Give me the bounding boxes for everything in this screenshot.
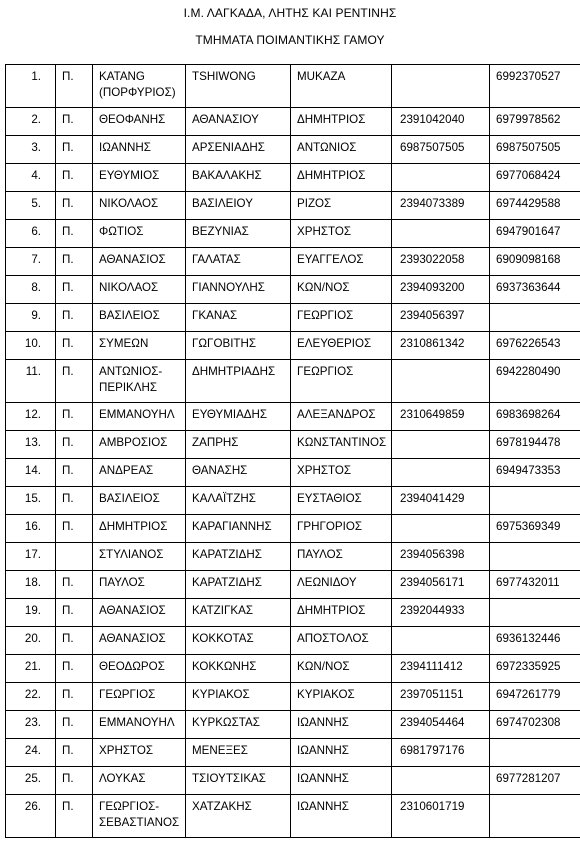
table-row — [6, 108, 580, 136]
first-name-cell: KATANG (ΠΟΡΦΥΡΙΟΣ) — [93, 65, 186, 108]
father-name-cell: ΓΡΗΓΟΡΙΟΣ — [291, 515, 392, 543]
row-number-cell: 24. — [6, 739, 56, 767]
mobile-number-cell — [490, 543, 580, 571]
last-name-cell: ΚΑΡΑΤΖΙΔΗΣ — [186, 543, 291, 571]
phone-number-cell: 2394073389 — [392, 192, 490, 220]
last-name-cell: ΔΗΜΗΤΡΙΑΔΗΣ — [186, 360, 291, 403]
row-number-cell: 8. — [6, 276, 56, 304]
phone-number-cell: 2392044933 — [392, 599, 490, 627]
mobile-number-cell: 6979978562 — [490, 108, 580, 136]
mobile-number-cell: 6974702308 — [490, 711, 580, 739]
table-row — [6, 683, 580, 711]
row-title-cell: Π. — [56, 360, 93, 403]
first-name-cell: ΝΙΚΟΛΑΟΣ — [93, 192, 186, 220]
row-title-cell: Π. — [56, 487, 93, 515]
first-name-cell: ΝΙΚΟΛΑΟΣ — [93, 276, 186, 304]
last-name-cell: ΚΟΚΚΩΝΗΣ — [186, 655, 291, 683]
table-row — [6, 136, 580, 164]
last-name-cell: TSHIWONG — [186, 65, 291, 108]
first-name-cell: ΓΕΩΡΓΙΟΣ-ΣΕΒΑΣΤΙΑΝΟΣ — [93, 795, 186, 838]
table-row — [6, 431, 580, 459]
mobile-number-cell — [490, 795, 580, 838]
mobile-number-cell: 6942280490 — [490, 360, 580, 403]
mobile-number-cell: 6947901647 — [490, 220, 580, 248]
row-number-cell: 21. — [6, 655, 56, 683]
phone-number-cell — [392, 360, 490, 403]
first-name-cell: ΔΗΜΗΤΡΙΟΣ — [93, 515, 186, 543]
father-name-cell: ΚΩΝ/ΝΟΣ — [291, 276, 392, 304]
table-row — [6, 599, 580, 627]
row-number-cell: 5. — [6, 192, 56, 220]
last-name-cell: ΓΚΑΝΑΣ — [186, 304, 291, 332]
table-row — [6, 627, 580, 655]
table-row — [6, 192, 580, 220]
row-title-cell: Π. — [56, 711, 93, 739]
last-name-cell: ΓΩΓΟΒΙΤΗΣ — [186, 332, 291, 360]
mobile-number-cell — [490, 599, 580, 627]
row-number-cell: 13. — [6, 431, 56, 459]
father-name-cell: ΧΡΗΣΤΟΣ — [291, 459, 392, 487]
first-name-cell: ΑΜΒΡΟΣΙΟΣ — [93, 431, 186, 459]
table-row — [6, 571, 580, 599]
row-title-cell: Π. — [56, 683, 93, 711]
phone-number-cell — [392, 65, 490, 108]
row-title-cell: Π. — [56, 332, 93, 360]
row-title-cell: Π. — [56, 655, 93, 683]
row-title-cell: Π. — [56, 403, 93, 431]
table-row — [6, 711, 580, 739]
father-name-cell: ΕΛΕΥΘΕΡΙΟΣ — [291, 332, 392, 360]
mobile-number-cell: 6977281207 — [490, 767, 580, 795]
row-number-cell: 12. — [6, 403, 56, 431]
table-row — [6, 767, 580, 795]
last-name-cell: ΚΥΡΚΩΣΤΑΣ — [186, 711, 291, 739]
phone-number-cell — [392, 431, 490, 459]
father-name-cell: MUKAZA — [291, 65, 392, 108]
row-title-cell: Π. — [56, 599, 93, 627]
mobile-number-cell: 6983698264 — [490, 403, 580, 431]
row-title-cell — [56, 543, 93, 571]
first-name-cell: ΣΤΥΛΙΑΝΟΣ — [93, 543, 186, 571]
mobile-number-cell: 6975369349 — [490, 515, 580, 543]
row-title-cell: Π. — [56, 431, 93, 459]
phone-number-cell — [392, 459, 490, 487]
phone-number-cell: 2394041429 — [392, 487, 490, 515]
father-name-cell: ΚΩΝΣΤΑΝΤΙΝΟΣ — [291, 431, 392, 459]
last-name-cell: ΚΑΤΖΙΓΚΑΣ — [186, 599, 291, 627]
mobile-number-cell: 6909098168 — [490, 248, 580, 276]
phone-number-cell: 2394056397 — [392, 304, 490, 332]
last-name-cell: ΧΑΤΖΑΚΗΣ — [186, 795, 291, 838]
row-title-cell: Π. — [56, 108, 93, 136]
mobile-number-cell: 6974429588 — [490, 192, 580, 220]
last-name-cell: ΕΥΘΥΜΙΑΔΗΣ — [186, 403, 291, 431]
mobile-number-cell: 6949473353 — [490, 459, 580, 487]
mobile-number-cell: 6976226543 — [490, 332, 580, 360]
first-name-cell: ΕΜΜΑΝΟΥΗΛ — [93, 403, 186, 431]
first-name-cell: ΑΘΑΝΑΣΙΟΣ — [93, 248, 186, 276]
phone-number-cell: 2310601719 — [392, 795, 490, 838]
father-name-cell: ΧΡΗΣΤΟΣ — [291, 220, 392, 248]
father-name-cell: ΑΛΕΞΑΝΔΡΟΣ — [291, 403, 392, 431]
father-name-cell: ΡΙΖΟΣ — [291, 192, 392, 220]
last-name-cell: ΘΑΝΑΣΗΣ — [186, 459, 291, 487]
row-number-cell: 26. — [6, 795, 56, 838]
row-number-cell: 1. — [6, 65, 56, 108]
row-number-cell: 11. — [6, 360, 56, 403]
table-row — [6, 795, 580, 838]
mobile-number-cell: 6987507505 — [490, 136, 580, 164]
row-title-cell: Π. — [56, 571, 93, 599]
row-title-cell: Π. — [56, 220, 93, 248]
last-name-cell: ΒΕΖΥΝΙΑΣ — [186, 220, 291, 248]
row-title-cell: Π. — [56, 767, 93, 795]
phone-number-cell: 2394093200 — [392, 276, 490, 304]
table-row — [6, 304, 580, 332]
row-title-cell: Π. — [56, 795, 93, 838]
father-name-cell: ΔΗΜΗΤΡΙΟΣ — [291, 164, 392, 192]
first-name-cell: ΙΩΑΝΝΗΣ — [93, 136, 186, 164]
row-title-cell: Π. — [56, 627, 93, 655]
row-number-cell: 17. — [6, 543, 56, 571]
row-number-cell: 15. — [6, 487, 56, 515]
phone-number-cell — [392, 767, 490, 795]
first-name-cell: ΑΘΑΝΑΣΙΟΣ — [93, 599, 186, 627]
row-number-cell: 19. — [6, 599, 56, 627]
phone-number-cell: 2394056398 — [392, 543, 490, 571]
first-name-cell: ΦΩΤΙΟΣ — [93, 220, 186, 248]
row-number-cell: 7. — [6, 248, 56, 276]
phone-number-cell: 2397051151 — [392, 683, 490, 711]
row-title-cell: Π. — [56, 515, 93, 543]
table-row — [6, 248, 580, 276]
row-title-cell: Π. — [56, 739, 93, 767]
first-name-cell: ΣΥΜΕΩΝ — [93, 332, 186, 360]
first-name-cell: ΘΕΟΦΑΝΗΣ — [93, 108, 186, 136]
first-name-cell: ΒΑΣΙΛΕΙΟΣ — [93, 304, 186, 332]
table-row — [6, 403, 580, 431]
table-row — [6, 459, 580, 487]
first-name-cell: ΕΜΜΑΝΟΥΗΛ — [93, 711, 186, 739]
mobile-number-cell: 6977432011 — [490, 571, 580, 599]
last-name-cell: ΚΑΛΑΪΤΖΗΣ — [186, 487, 291, 515]
first-name-cell: ΑΝΔΡΕΑΣ — [93, 459, 186, 487]
father-name-cell: ΑΝΤΩΝΙΟΣ — [291, 136, 392, 164]
row-number-cell: 14. — [6, 459, 56, 487]
row-number-cell: 9. — [6, 304, 56, 332]
first-name-cell: ΧΡΗΣΤΟΣ — [93, 739, 186, 767]
phone-number-cell — [392, 515, 490, 543]
mobile-number-cell: 6972335925 — [490, 655, 580, 683]
row-number-cell: 3. — [6, 136, 56, 164]
table-row — [6, 360, 580, 403]
last-name-cell: ΖΑΠΡΗΣ — [186, 431, 291, 459]
first-name-cell: ΒΑΣΙΛΕΙΟΣ — [93, 487, 186, 515]
phone-number-cell: 2394056171 — [392, 571, 490, 599]
father-name-cell: ΠΑΥΛΟΣ — [291, 543, 392, 571]
phone-number-cell — [392, 627, 490, 655]
father-name-cell: ΛΕΩΝΙΔΟΥ — [291, 571, 392, 599]
first-name-cell: ΠΑΥΛΟΣ — [93, 571, 186, 599]
mobile-number-cell — [490, 304, 580, 332]
table-body — [6, 65, 580, 838]
last-name-cell: ΚΥΡΙΑΚΟΣ — [186, 683, 291, 711]
mobile-number-cell — [490, 739, 580, 767]
phone-number-cell: 2391042040 — [392, 108, 490, 136]
row-title-cell: Π. — [56, 164, 93, 192]
last-name-cell: ΒΑΚΑΛΑΚΗΣ — [186, 164, 291, 192]
phone-number-cell — [392, 220, 490, 248]
father-name-cell: ΙΩΑΝΝΗΣ — [291, 795, 392, 838]
row-title-cell: Π. — [56, 136, 93, 164]
phone-number-cell: 2394111412 — [392, 655, 490, 683]
last-name-cell: ΚΑΡΑΤΖΙΔΗΣ — [186, 571, 291, 599]
first-name-cell: ΛΟΥΚΑΣ — [93, 767, 186, 795]
father-name-cell: ΑΠΟΣΤΟΛΟΣ — [291, 627, 392, 655]
phone-number-cell: 2310649859 — [392, 403, 490, 431]
mobile-number-cell: 6937363644 — [490, 276, 580, 304]
last-name-cell: ΤΣΙΟΥΤΣΙΚΑΣ — [186, 767, 291, 795]
row-title-cell: Π. — [56, 192, 93, 220]
table-row — [6, 515, 580, 543]
row-title-cell: Π. — [56, 65, 93, 108]
father-name-cell: ΓΕΩΡΓΙΟΣ — [291, 360, 392, 403]
clergy-table — [5, 64, 580, 838]
first-name-cell: ΑΝΤΩΝΙΟΣ-ΠΕΡΙΚΛΗΣ — [93, 360, 186, 403]
phone-number-cell: 2310861342 — [392, 332, 490, 360]
phone-number-cell: 6981797176 — [392, 739, 490, 767]
last-name-cell: ΒΑΣΙΛΕΙΟΥ — [186, 192, 291, 220]
row-title-cell: Π. — [56, 276, 93, 304]
row-number-cell: 2. — [6, 108, 56, 136]
first-name-cell: ΘΕΟΔΩΡΟΣ — [93, 655, 186, 683]
row-number-cell: 22. — [6, 683, 56, 711]
table-row — [6, 220, 580, 248]
father-name-cell: ΓΕΩΡΓΙΟΣ — [291, 304, 392, 332]
row-number-cell: 6. — [6, 220, 56, 248]
last-name-cell: ΑΘΑΝΑΣΙΟΥ — [186, 108, 291, 136]
row-title-cell: Π. — [56, 248, 93, 276]
row-number-cell: 23. — [6, 711, 56, 739]
phone-number-cell: 2393022058 — [392, 248, 490, 276]
mobile-number-cell — [490, 487, 580, 515]
father-name-cell: ΕΥΑΓΓΕΛΟΣ — [291, 248, 392, 276]
table-row — [6, 739, 580, 767]
father-name-cell: ΚΥΡΙΑΚΟΣ — [291, 683, 392, 711]
row-title-cell: Π. — [56, 459, 93, 487]
last-name-cell: ΓΙΑΝΝΟΥΛΗΣ — [186, 276, 291, 304]
last-name-cell: ΚΑΡΑΓΙΑΝΝΗΣ — [186, 515, 291, 543]
table-row — [6, 543, 580, 571]
father-name-cell: ΙΩΑΝΝΗΣ — [291, 739, 392, 767]
mobile-number-cell: 6936132446 — [490, 627, 580, 655]
last-name-cell: ΜΕΝΕΞΕΣ — [186, 739, 291, 767]
mobile-number-cell: 6947261779 — [490, 683, 580, 711]
document-title: Ι.Μ. ΛΑΓΚΑΔΑ, ΛΗΤΗΣ ΚΑΙ ΡΕΝΤΙΝΗΣ — [183, 6, 397, 20]
document-subtitle: ΤΜΗΜΑΤΑ ΠΟΙΜΑΝΤΙΚΗΣ ΓΑΜΟΥ — [195, 33, 385, 47]
table-row — [6, 487, 580, 515]
mobile-number-cell: 6992370527 — [490, 65, 580, 108]
father-name-cell: ΔΗΜΗΤΡΙΟΣ — [291, 108, 392, 136]
table-row — [6, 655, 580, 683]
phone-number-cell: 6987507505 — [392, 136, 490, 164]
row-number-cell: 16. — [6, 515, 56, 543]
phone-number-cell — [392, 164, 490, 192]
row-number-cell: 10. — [6, 332, 56, 360]
row-number-cell: 18. — [6, 571, 56, 599]
father-name-cell: ΚΩΝ/ΝΟΣ — [291, 655, 392, 683]
table-row — [6, 276, 580, 304]
phone-number-cell: 2394054464 — [392, 711, 490, 739]
table-row — [6, 65, 580, 108]
last-name-cell: ΑΡΣΕΝΙΑΔΗΣ — [186, 136, 291, 164]
last-name-cell: ΓΑΛΑΤΑΣ — [186, 248, 291, 276]
row-title-cell: Π. — [56, 304, 93, 332]
row-number-cell: 4. — [6, 164, 56, 192]
row-number-cell: 20. — [6, 627, 56, 655]
first-name-cell: ΑΘΑΝΑΣΙΟΣ — [93, 627, 186, 655]
father-name-cell: ΕΥΣΤΑΘΙΟΣ — [291, 487, 392, 515]
father-name-cell: ΙΩΑΝΝΗΣ — [291, 711, 392, 739]
mobile-number-cell: 6978194478 — [490, 431, 580, 459]
first-name-cell: ΓΕΩΡΓΙΟΣ — [93, 683, 186, 711]
father-name-cell: ΙΩΑΝΝΗΣ — [291, 767, 392, 795]
father-name-cell: ΔΗΜΗΤΡΙΟΣ — [291, 599, 392, 627]
table-row — [6, 332, 580, 360]
mobile-number-cell: 6977068424 — [490, 164, 580, 192]
table-row — [6, 164, 580, 192]
last-name-cell: ΚΟΚΚΟΤΑΣ — [186, 627, 291, 655]
row-number-cell: 25. — [6, 767, 56, 795]
first-name-cell: ΕΥΘΥΜΙΟΣ — [93, 164, 186, 192]
